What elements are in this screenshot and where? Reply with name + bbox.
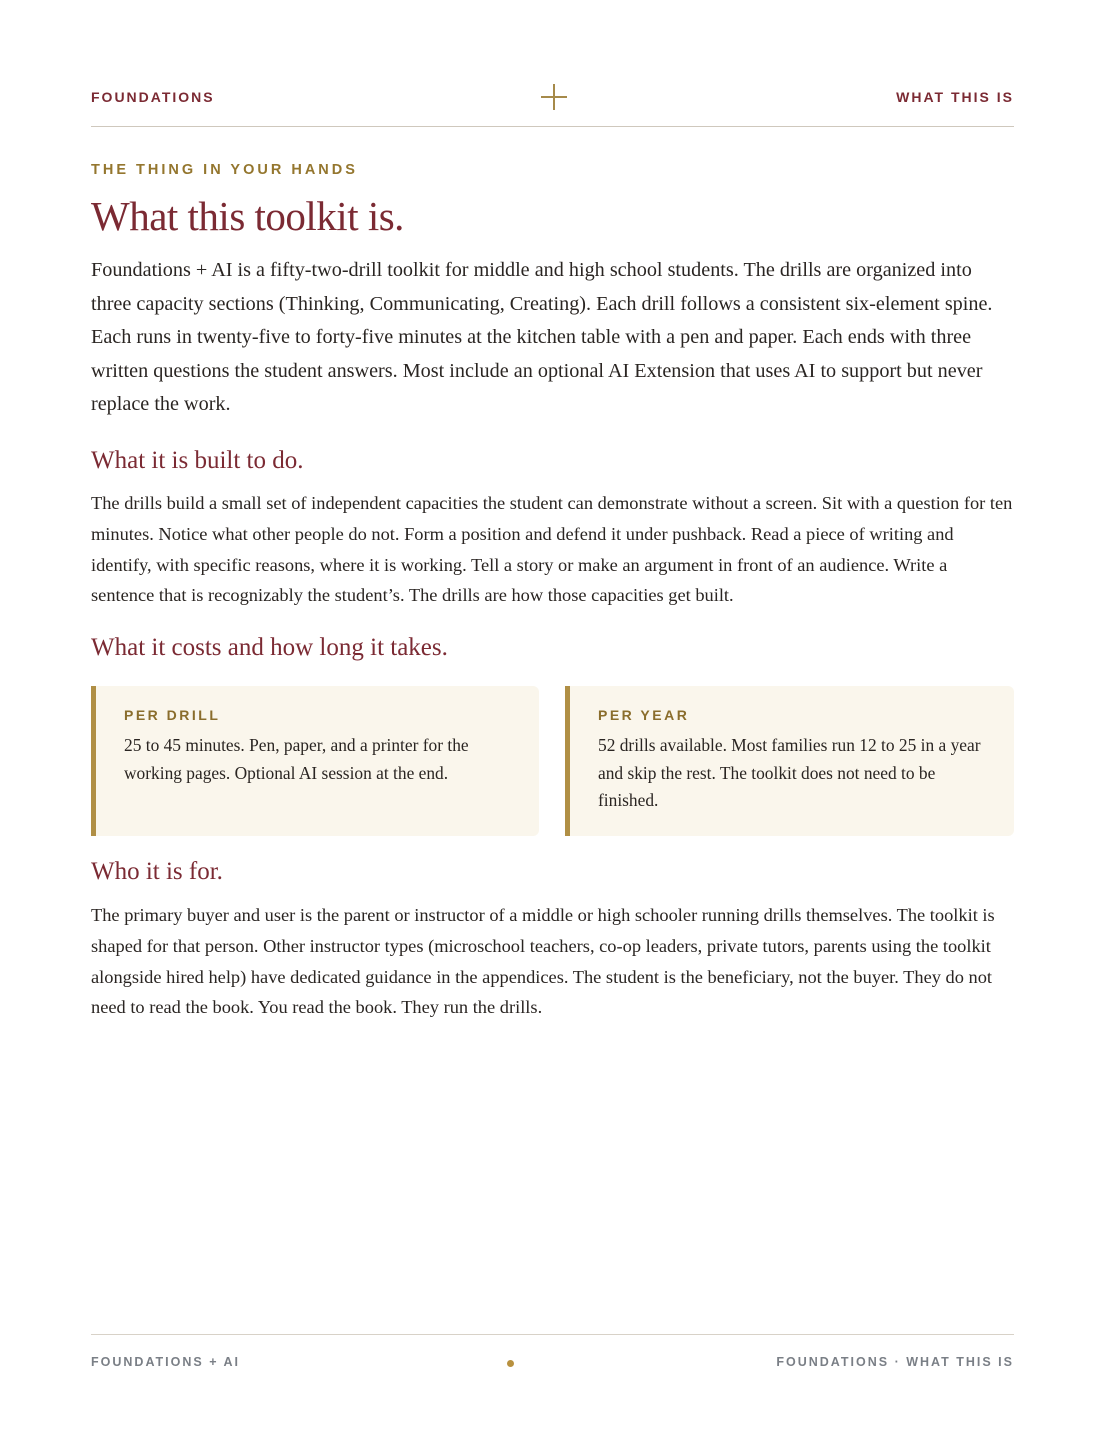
page-footer bbox=[91, 1334, 1014, 1375]
footer-running-title: FOUNDATIONS · WHAT THIS IS bbox=[776, 1355, 1014, 1369]
page-header bbox=[91, 86, 1014, 127]
footer-book-title: FOUNDATIONS + AI bbox=[91, 1355, 241, 1369]
eyebrow-label: THE THING IN YOUR HANDS bbox=[91, 162, 358, 178]
per-year-callout bbox=[565, 686, 1014, 836]
per-year-text: 52 drills available. Most families run 12 to 25 in a year and skip the rest. The toolkit does not need to be finished. bbox=[598, 735, 981, 810]
built-paragraph: The drills build a small set of independent capacities the student can demonstrate without a screen. Sit with a question for ten minutes. Notice what other people do not. Form a position and defend it under pushback. Read a piece of writing and identify, with specific reasons, where it is working. Tell a story or make an argument in front of an audience. Write a sentence that is recognizably the student’s. The drills are how those capacities get built. bbox=[91, 493, 1013, 606]
per-drill-label: PER DRILL bbox=[124, 707, 221, 723]
plus-ornament-icon bbox=[541, 84, 567, 110]
built-heading: What it is built to do. bbox=[91, 447, 304, 474]
header-section-label: FOUNDATIONS bbox=[91, 89, 215, 105]
per-year-label: PER YEAR bbox=[598, 707, 690, 723]
header-chapter-label: WHAT THIS IS bbox=[896, 89, 1014, 105]
lead-paragraph: Foundations + AI is a fifty-two-drill toolkit for middle and high school students. The drills are organized into three capacity sections (Thinking, Communicating, Creating). Each drill follows a consistent six-element spine. Each runs in twenty-five to forty-five minutes at the kitchen table with a pen and paper. Each ends with three written questions the student answers. Most include an optional AI Extension that uses AI to support but never replace the work. bbox=[91, 259, 993, 416]
who-paragraph: The primary buyer and user is the parent or instructor of a middle or high schooler running drills themselves. The toolkit is shaped for that person. Other instructor types (microschool teachers, co-op leaders, private tutors, parents using the toolkit alongside hired help) have dedicated guidance in the appendices. The student is the beneficiary, not the buyer. They do not need to read the book. You read the book. They run the drills. bbox=[91, 905, 995, 1018]
cost-heading: What it costs and how long it takes. bbox=[91, 634, 448, 661]
per-drill-text: 25 to 45 minutes. Pen, paper, and a printer for the working pages. Optional AI session at the end. bbox=[124, 735, 469, 783]
per-drill-callout bbox=[91, 686, 539, 836]
page-title: What this toolkit is. bbox=[91, 193, 404, 239]
cost-callouts bbox=[91, 686, 1014, 836]
footer-dot-icon bbox=[507, 1360, 514, 1367]
who-heading: Who it is for. bbox=[91, 858, 223, 885]
page bbox=[91, 0, 1014, 1430]
